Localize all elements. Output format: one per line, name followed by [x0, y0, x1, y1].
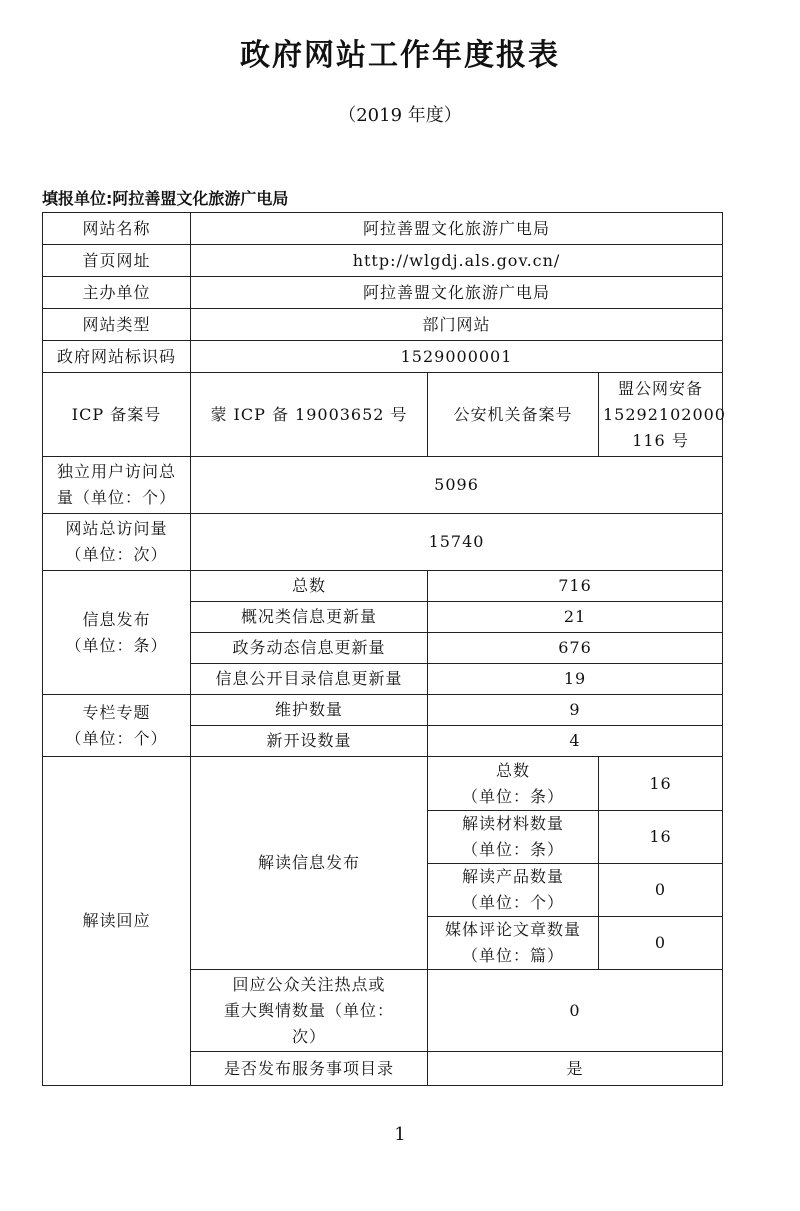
info-label-line: （单位：条） [65, 635, 168, 655]
info-item-label: 信息公开目录信息更新量 [191, 664, 428, 695]
column-item-label: 新开设数量 [191, 726, 428, 757]
info-item-label: 总数 [191, 571, 428, 602]
police-record-line: 116 号 [632, 430, 689, 450]
report-year: （2019 年度） [338, 105, 462, 126]
interp-item-label-line: 解读材料数量 [461, 814, 564, 833]
pv-label-line: （单位：次） [65, 545, 168, 564]
police-record-label: 公安机关备案号 [428, 373, 599, 457]
info-label-line: 信息发布 [82, 609, 151, 629]
interp-item-label-line: （单位：条） [461, 786, 564, 806]
interp-item-label-line: （单位：条） [461, 840, 564, 859]
icp-label: ICP 备案号 [43, 373, 191, 457]
sponsor-label: 主办单位 [43, 277, 191, 309]
interp-item-value: 16 [599, 757, 723, 811]
uv-label-line: 独立用户访问总 [56, 462, 176, 481]
interp-item-label [428, 917, 599, 970]
interp-item-value: 16 [599, 811, 723, 864]
site-code-label: 政府网站标识码 [43, 341, 191, 373]
pv-value: 15740 [191, 514, 723, 571]
pv-label [43, 514, 191, 571]
homepage-value: http://wlgdj.als.gov.cn/ [191, 245, 723, 277]
service-catalog-value: 是 [428, 1052, 723, 1086]
table-row [43, 245, 723, 277]
response-label-line: 回应公众关注热点或 [232, 974, 386, 994]
response-label-line: 重大舆情数量（单位： [223, 1000, 394, 1020]
pv-label-line: 网站总访问量 [65, 519, 168, 538]
table-row [43, 341, 723, 373]
info-item-label: 政务动态信息更新量 [191, 633, 428, 664]
info-item-value: 19 [428, 664, 723, 695]
column-item-value: 4 [428, 726, 723, 757]
interp-sub-label: 解读信息发布 [191, 757, 428, 970]
table-row [43, 571, 723, 602]
service-catalog-label: 是否发布服务事项目录 [191, 1052, 428, 1086]
site-name-value: 阿拉善盟文化旅游广电局 [191, 213, 723, 245]
site-type-value: 部门网站 [191, 309, 723, 341]
column-label-line: 专栏专题 [82, 702, 151, 722]
column-item-label: 维护数量 [191, 695, 428, 726]
info-item-label: 概况类信息更新量 [191, 602, 428, 633]
site-name-label: 网站名称 [43, 213, 191, 245]
interp-item-value: 0 [599, 864, 723, 917]
police-record-value [599, 373, 726, 457]
interp-item-label [428, 864, 599, 917]
table-row [43, 309, 723, 341]
uv-label-line: 量（单位：个） [56, 488, 176, 507]
interp-item-label-line: 总数 [495, 760, 530, 780]
uv-label [43, 457, 191, 514]
response-label-line: 次） [291, 1026, 326, 1046]
sponsor-value: 阿拉善盟文化旅游广电局 [191, 277, 723, 309]
uv-value: 5096 [191, 457, 723, 514]
interp-item-label-line: （单位：篇） [461, 946, 564, 965]
interp-item-value: 0 [599, 917, 723, 970]
police-record-line: 盟公网安备 [618, 378, 704, 398]
table-row [43, 757, 723, 811]
info-label [43, 571, 191, 695]
reporting-unit: 填报单位:阿拉善盟文化旅游广电局 [42, 189, 289, 208]
column-label [43, 695, 191, 757]
table-row [43, 277, 723, 309]
response-label [191, 970, 428, 1052]
column-item-value: 9 [428, 695, 723, 726]
column-label-line: （单位：个） [65, 728, 168, 748]
info-item-value: 676 [428, 633, 723, 664]
table-row [43, 457, 723, 514]
table-row [43, 695, 723, 726]
interp-label: 解读回应 [43, 757, 191, 1086]
table-row [43, 213, 723, 245]
page-number: 1 [394, 1124, 406, 1145]
page-title: 政府网站工作年度报表 [240, 38, 560, 73]
interp-item-label [428, 811, 599, 864]
police-record-line: 15292102000 [603, 404, 726, 424]
table-row [43, 514, 723, 571]
info-item-value: 21 [428, 602, 723, 633]
icp-value: 蒙 ICP 备 19003652 号 [191, 373, 428, 457]
site-type-label: 网站类型 [43, 309, 191, 341]
interp-item-label-line: （单位：个） [461, 893, 564, 912]
info-item-value: 716 [428, 571, 723, 602]
site-code-value: 1529000001 [191, 341, 723, 373]
interp-item-label-line: 解读产品数量 [461, 867, 564, 886]
interp-item-label [428, 757, 599, 811]
interp-item-label-line: 媒体评论文章数量 [444, 920, 581, 939]
table-row [43, 373, 723, 457]
report-table [42, 212, 726, 1086]
response-value: 0 [428, 970, 723, 1052]
homepage-label: 首页网址 [43, 245, 191, 277]
